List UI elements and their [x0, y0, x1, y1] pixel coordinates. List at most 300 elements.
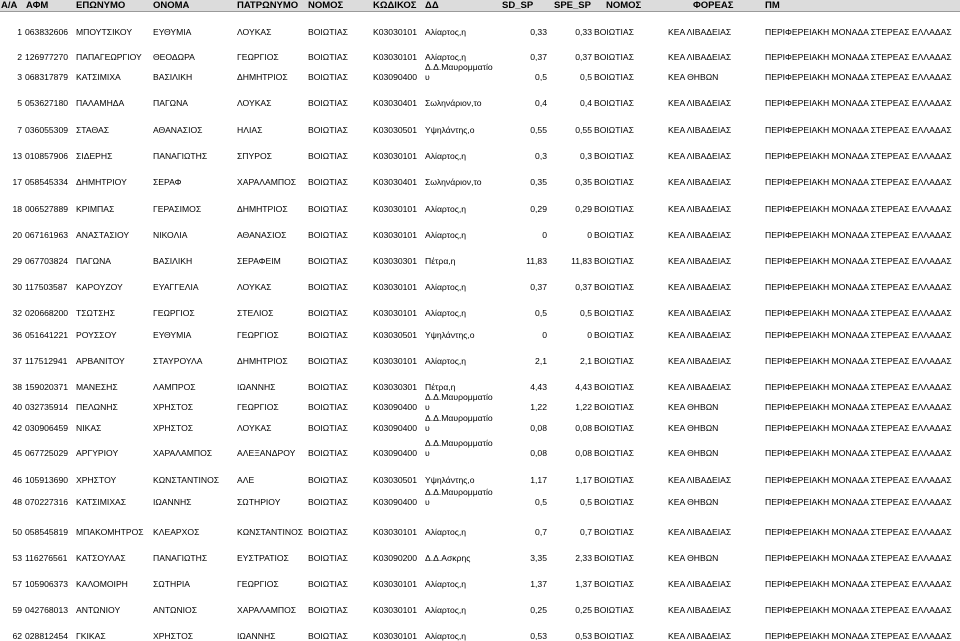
cell-patronymo: ΧΑΡΑΛΑΜΠΟΣ: [237, 605, 297, 615]
cell-nomos: ΒΟΙΩΤΙΑΣ: [308, 579, 348, 589]
cell-kodikos: K03030101: [373, 356, 417, 366]
cell-afm: 116276561: [25, 553, 68, 563]
table-row: [0, 204, 960, 214]
cell-eponymo: ΧΡΗΣΤΟΥ: [76, 475, 117, 485]
cell-onoma: ΕΥΘΥΜΙΑ: [153, 330, 192, 340]
cell-eponymo: ΣΤΑΘΑΣ: [76, 125, 110, 135]
cell-pm: ΠΕΡΙΦΕΡΕΙΑΚΗ ΜΟΝΑΔΑ ΣΤΕΡΕΑΣ ΕΛΛΑΔΑΣ: [765, 151, 952, 161]
cell-foreas: ΚΕΑ ΛΙΒΑΔΕΙΑΣ: [668, 204, 732, 214]
cell-patronymo: ΗΛΙΑΣ: [237, 125, 263, 135]
cell-sd-sp: 0: [542, 330, 547, 340]
cell-afm: 159020371: [25, 382, 69, 392]
cell-nomos2: ΒΟΙΩΤΙΑΣ: [594, 125, 634, 135]
cell-eponymo: ΑΝΤΩΝΙΟΥ: [76, 605, 121, 615]
cell-kodikos: K03030101: [373, 151, 417, 161]
cell-patronymo: ΙΩΑΝΝΗΣ: [237, 382, 276, 392]
cell-spe-sp: 0: [587, 330, 592, 340]
cell-spe-sp: 0,5: [580, 308, 592, 318]
cell-sd-sp: 0,08: [530, 448, 547, 458]
cell-pm: ΠΕΡΙΦΕΡΕΙΑΚΗ ΜΟΝΑΔΑ ΣΤΕΡΕΑΣ ΕΛΛΑΔΑΣ: [765, 204, 952, 214]
header-nomos: ΝΟΜΟΣ: [308, 0, 344, 11]
cell-dd: Δ.Δ.Μαυρομματίο υ: [425, 413, 493, 433]
cell-nomos2: ΒΟΙΩΤΙΑΣ: [594, 475, 634, 485]
cell-foreas: ΚΕΑ ΛΙΒΑΔΕΙΑΣ: [668, 27, 732, 37]
cell-aa: 37: [12, 356, 22, 366]
cell-onoma: ΙΩΑΝΝΗΣ: [153, 497, 192, 507]
cell-dd: Δ.Δ.Μαυρομματίο υ: [425, 62, 493, 82]
table-row: [0, 308, 960, 318]
cell-sd-sp: 0,08: [530, 423, 547, 433]
cell-kodikos: K03030401: [373, 98, 417, 108]
cell-nomos: ΒΟΙΩΤΙΑΣ: [308, 308, 348, 318]
cell-foreas: ΚΕΑ ΛΙΒΑΔΕΙΑΣ: [668, 282, 732, 292]
cell-sd-sp: 0,29: [530, 204, 547, 214]
cell-spe-sp: 0,3: [580, 151, 592, 161]
header-nomos-2: ΝΟΜΟΣ: [606, 0, 642, 11]
header-sd-sp: SD_SP: [502, 0, 534, 11]
cell-afm: 058545334: [25, 177, 69, 187]
header-spe-sp: SPE_SP: [554, 0, 591, 11]
cell-eponymo: ΡΟΥΣΣΟΥ: [76, 330, 117, 340]
cell-onoma: ΧΡΗΣΤΟΣ: [153, 631, 194, 641]
cell-dd: Αλίαρτος,η: [425, 151, 467, 161]
cell-sd-sp: 0,3: [535, 151, 547, 161]
cell-dd: Αλίαρτος,η: [425, 527, 467, 537]
cell-aa: 1: [17, 27, 22, 37]
cell-foreas: ΚΕΑ ΘΗΒΩΝ: [668, 448, 719, 458]
table-row: [0, 605, 960, 615]
cell-foreas: ΚΕΑ ΛΙΒΑΔΕΙΑΣ: [668, 356, 732, 366]
cell-afm: 070227316: [25, 497, 69, 507]
cell-nomos2: ΒΟΙΩΤΙΑΣ: [594, 230, 634, 240]
cell-foreas: ΚΕΑ ΘΗΒΩΝ: [668, 497, 719, 507]
cell-sd-sp: 0,5: [535, 308, 547, 318]
cell-pm: ΠΕΡΙΦΕΡΕΙΑΚΗ ΜΟΝΑΔΑ ΣΤΕΡΕΑΣ ΕΛΛΑΔΑΣ: [765, 72, 952, 82]
cell-afm: 067161963: [25, 230, 69, 240]
cell-nomos2: ΒΟΙΩΤΙΑΣ: [594, 52, 634, 62]
cell-spe-sp: 1,37: [575, 579, 592, 589]
cell-spe-sp: 2,33: [575, 553, 592, 563]
cell-spe-sp: 0,33: [575, 27, 592, 37]
cell-kodikos: K03030101: [373, 230, 417, 240]
cell-nomos: ΒΟΙΩΤΙΑΣ: [308, 282, 348, 292]
cell-patronymo: ΑΛΕ: [237, 475, 255, 485]
cell-patronymo: ΣΠΥΡΟΣ: [237, 151, 272, 161]
cell-foreas: ΚΕΑ ΛΙΒΑΔΕΙΑΣ: [668, 125, 732, 135]
cell-spe-sp: 0,4: [580, 98, 592, 108]
cell-dd: Αλίαρτος,η: [425, 52, 467, 62]
cell-spe-sp: 0,7: [580, 527, 592, 537]
cell-kodikos: K03030101: [373, 308, 417, 318]
cell-onoma: ΚΩΝΣΤΑΝΤΙΝΟΣ: [153, 475, 220, 485]
cell-foreas: ΚΕΑ ΛΙΒΑΔΕΙΑΣ: [668, 52, 732, 62]
cell-afm: 068317879: [25, 72, 69, 82]
cell-nomos2: ΒΟΙΩΤΙΑΣ: [594, 204, 634, 214]
cell-afm: 117503587: [25, 282, 68, 292]
cell-spe-sp: 0,08: [575, 423, 592, 433]
cell-eponymo: ΑΝΑΣΤΑΣΙΟΥ: [76, 230, 130, 240]
cell-kodikos: K03090400: [373, 423, 417, 433]
cell-onoma: ΣΤΑΥΡΟΥΛΑ: [153, 356, 203, 366]
cell-nomos2: ΒΟΙΩΤΙΑΣ: [594, 151, 634, 161]
cell-spe-sp: 1,22: [575, 402, 592, 412]
cell-spe-sp: 0,55: [575, 125, 592, 135]
cell-afm: 006527889: [25, 204, 69, 214]
table-row: [0, 62, 960, 82]
cell-patronymo: ΔΗΜΗΤΡΙΟΣ: [237, 356, 288, 366]
cell-onoma: ΝΙΚΟΛΙΑ: [153, 230, 188, 240]
table-row: [0, 177, 960, 187]
cell-foreas: ΚΕΑ ΛΙΒΑΔΕΙΑΣ: [668, 230, 732, 240]
cell-kodikos: K03090200: [373, 553, 417, 563]
cell-dd: Σωληνάριον,το: [425, 98, 482, 108]
cell-pm: ΠΕΡΙΦΕΡΕΙΑΚΗ ΜΟΝΑΔΑ ΣΤΕΡΕΑΣ ΕΛΛΑΔΑΣ: [765, 177, 952, 187]
cell-pm: ΠΕΡΙΦΕΡΕΙΑΚΗ ΜΟΝΑΔΑ ΣΤΕΡΕΑΣ ΕΛΛΑΔΑΣ: [765, 527, 952, 537]
cell-nomos: ΒΟΙΩΤΙΑΣ: [308, 402, 348, 412]
cell-spe-sp: 11,83: [571, 256, 592, 266]
cell-dd: Δ.Δ.Μαυρομματίο υ: [425, 392, 493, 412]
cell-dd: Αλίαρτος,η: [425, 631, 467, 641]
cell-aa: 29: [12, 256, 22, 266]
cell-foreas: ΚΕΑ ΘΗΒΩΝ: [668, 402, 719, 412]
cell-onoma: ΒΑΣΙΛΙΚΗ: [153, 256, 193, 266]
cell-foreas: ΚΕΑ ΛΙΒΑΔΕΙΑΣ: [668, 308, 732, 318]
cell-nomos: ΒΟΙΩΤΙΑΣ: [308, 356, 348, 366]
cell-sd-sp: 0,53: [530, 631, 547, 641]
cell-sd-sp: 4,43: [530, 382, 547, 392]
cell-nomos2: ΒΟΙΩΤΙΑΣ: [594, 27, 634, 37]
cell-onoma: ΣΩΤΗΡΙΑ: [153, 579, 191, 589]
table-row: [0, 230, 960, 240]
cell-dd: Πέτρα,η: [425, 382, 456, 392]
cell-eponymo: ΑΡΒΑΝΙΤΟΥ: [76, 356, 125, 366]
cell-dd: Υψηλάντης,ο: [425, 125, 475, 135]
cell-onoma: ΣΕΡΑΦ: [153, 177, 182, 187]
cell-onoma: ΠΑΝΑΓΙΩΤΗΣ: [153, 553, 208, 563]
cell-nomos: ΒΟΙΩΤΙΑΣ: [308, 52, 348, 62]
header-afm: ΑΦΜ: [26, 0, 49, 11]
cell-sd-sp: 0,4: [535, 98, 547, 108]
cell-onoma: ΠΑΝΑΓΙΩΤΗΣ: [153, 151, 208, 161]
cell-afm: 020668200: [25, 308, 69, 318]
cell-nomos: ΒΟΙΩΤΙΑΣ: [308, 423, 348, 433]
cell-aa: 62: [12, 631, 22, 641]
cell-spe-sp: 2,1: [580, 356, 592, 366]
cell-patronymo: ΛΟΥΚΑΣ: [237, 282, 272, 292]
table-row: [0, 553, 960, 563]
cell-onoma: ΕΥΑΓΓΕΛΙΑ: [153, 282, 199, 292]
cell-eponymo: ΜΠΟΥΤΣΙΚΟΥ: [76, 27, 133, 37]
cell-sd-sp: 3,35: [530, 553, 547, 563]
cell-pm: ΠΕΡΙΦΕΡΕΙΑΚΗ ΜΟΝΑΔΑ ΣΤΕΡΕΑΣ ΕΛΛΑΔΑΣ: [765, 230, 952, 240]
cell-eponymo: ΠΑΠΑΓΕΩΡΓΙΟΥ: [76, 52, 142, 62]
cell-aa: 2: [17, 52, 22, 62]
cell-nomos2: ΒΟΙΩΤΙΑΣ: [594, 308, 634, 318]
cell-nomos: ΒΟΙΩΤΙΑΣ: [308, 527, 348, 537]
cell-spe-sp: 1,17: [575, 475, 592, 485]
cell-dd: Αλίαρτος,η: [425, 230, 467, 240]
cell-kodikos: K03030301: [373, 382, 417, 392]
cell-aa: 53: [12, 553, 22, 563]
cell-nomos: ΒΟΙΩΤΙΑΣ: [308, 230, 348, 240]
cell-patronymo: ΧΑΡΑΛΑΜΠΟΣ: [237, 177, 297, 187]
cell-nomos2: ΒΟΙΩΤΙΑΣ: [594, 553, 634, 563]
cell-aa: 59: [12, 605, 22, 615]
cell-patronymo: ΔΗΜΗΤΡΙΟΣ: [237, 72, 288, 82]
cell-dd: Αλίαρτος,η: [425, 204, 467, 214]
cell-afm: 117512941: [25, 356, 68, 366]
cell-aa: 32: [12, 308, 22, 318]
cell-aa: 13: [12, 151, 22, 161]
cell-dd: Αλίαρτος,η: [425, 579, 467, 589]
cell-sd-sp: 0,5: [535, 497, 547, 507]
cell-onoma: ΑΘΑΝΑΣΙΟΣ: [153, 125, 203, 135]
cell-spe-sp: 0: [587, 230, 592, 240]
cell-aa: 17: [12, 177, 22, 187]
table-row: [0, 527, 960, 537]
cell-kodikos: K03030101: [373, 579, 417, 589]
cell-nomos: ΒΟΙΩΤΙΑΣ: [308, 256, 348, 266]
cell-nomos2: ΒΟΙΩΤΙΑΣ: [594, 282, 634, 292]
cell-pm: ΠΕΡΙΦΕΡΕΙΑΚΗ ΜΟΝΑΔΑ ΣΤΕΡΕΑΣ ΕΛΛΑΔΑΣ: [765, 356, 952, 366]
cell-spe-sp: 0,25: [575, 605, 592, 615]
cell-nomos: ΒΟΙΩΤΙΑΣ: [308, 330, 348, 340]
cell-foreas: ΚΕΑ ΘΗΒΩΝ: [668, 72, 719, 82]
table-row: [0, 330, 960, 340]
cell-pm: ΠΕΡΙΦΕΡΕΙΑΚΗ ΜΟΝΑΔΑ ΣΤΕΡΕΑΣ ΕΛΛΑΔΑΣ: [765, 308, 952, 318]
cell-kodikos: K03090400: [373, 448, 417, 458]
cell-foreas: ΚΕΑ ΛΙΒΑΔΕΙΑΣ: [668, 256, 732, 266]
table-row: [0, 413, 960, 433]
cell-sd-sp: 0,37: [530, 282, 547, 292]
cell-pm: ΠΕΡΙΦΕΡΕΙΑΚΗ ΜΟΝΑΔΑ ΣΤΕΡΕΑΣ ΕΛΛΑΔΑΣ: [765, 125, 952, 135]
cell-pm: ΠΕΡΙΦΕΡΕΙΑΚΗ ΜΟΝΑΔΑ ΣΤΕΡΕΑΣ ΕΛΛΑΔΑΣ: [765, 402, 952, 412]
cell-foreas: ΚΕΑ ΛΙΒΑΔΕΙΑΣ: [668, 475, 732, 485]
cell-eponymo: ΜΠΑΚΟΜΗΤΡΟΣ: [76, 527, 144, 537]
header-kodikos: ΚΩΔΙΚΟΣ: [373, 0, 417, 11]
cell-onoma: ΧΑΡΑΛΑΜΠΟΣ: [153, 448, 213, 458]
table-row: [0, 392, 960, 412]
cell-nomos: ΒΟΙΩΤΙΑΣ: [308, 98, 348, 108]
cell-nomos2: ΒΟΙΩΤΙΑΣ: [594, 527, 634, 537]
cell-spe-sp: 0,5: [580, 497, 592, 507]
cell-kodikos: K03030101: [373, 204, 417, 214]
cell-pm: ΠΕΡΙΦΕΡΕΙΑΚΗ ΜΟΝΑΔΑ ΣΤΕΡΕΑΣ ΕΛΛΑΔΑΣ: [765, 27, 952, 37]
cell-sd-sp: 0,37: [530, 52, 547, 62]
cell-aa: 42: [12, 423, 22, 433]
cell-foreas: ΚΕΑ ΛΙΒΑΔΕΙΑΣ: [668, 177, 732, 187]
cell-nomos: ΒΟΙΩΤΙΑΣ: [308, 497, 348, 507]
cell-patronymo: ΓΕΩΡΓΙΟΣ: [237, 330, 279, 340]
cell-dd: Αλίαρτος,η: [425, 356, 467, 366]
cell-nomos2: ΒΟΙΩΤΙΑΣ: [594, 98, 634, 108]
cell-foreas: ΚΕΑ ΛΙΒΑΔΕΙΑΣ: [668, 330, 732, 340]
cell-eponymo: ΚΡΙΜΠΑΣ: [76, 204, 115, 214]
table-header: [0, 0, 960, 12]
cell-nomos: ΒΟΙΩΤΙΑΣ: [308, 448, 348, 458]
cell-foreas: ΚΕΑ ΛΙΒΑΔΕΙΑΣ: [668, 605, 732, 615]
cell-foreas: ΚΕΑ ΛΙΒΑΔΕΙΑΣ: [668, 382, 732, 392]
cell-nomos2: ΒΟΙΩΤΙΑΣ: [594, 448, 634, 458]
cell-afm: 030906459: [25, 423, 69, 433]
cell-eponymo: ΜΑΝΕΣΗΣ: [76, 382, 118, 392]
cell-nomos2: ΒΟΙΩΤΙΑΣ: [594, 382, 634, 392]
header-onoma: ΟΝΟΜΑ: [153, 0, 190, 11]
table-row: [0, 256, 960, 266]
cell-sd-sp: 0,33: [530, 27, 547, 37]
cell-eponymo: ΑΡΓΥΡΙΟΥ: [76, 448, 119, 458]
cell-foreas: ΚΕΑ ΛΙΒΑΔΕΙΑΣ: [668, 527, 732, 537]
table-row: [0, 579, 960, 589]
cell-afm: 028812454: [25, 631, 69, 641]
cell-pm: ΠΕΡΙΦΕΡΕΙΑΚΗ ΜΟΝΑΔΑ ΣΤΕΡΕΑΣ ΕΛΛΑΔΑΣ: [765, 382, 952, 392]
cell-patronymo: ΣΕΡΑΦΕΙΜ: [237, 256, 281, 266]
cell-eponymo: ΚΑΤΣΟΥΛΑΣ: [76, 553, 126, 563]
cell-dd: Δ.Δ.Μαυρομματίο υ: [425, 487, 493, 507]
table-row: [0, 356, 960, 366]
table-row: [0, 151, 960, 161]
cell-kodikos: K03030101: [373, 631, 417, 641]
header-pm: ΠΜ: [765, 0, 780, 11]
cell-sd-sp: 0,25: [530, 605, 547, 615]
cell-aa: 7: [17, 125, 22, 135]
cell-onoma: ΑΝΤΩΝΙΟΣ: [153, 605, 198, 615]
cell-aa: 20: [12, 230, 22, 240]
cell-spe-sp: 0,37: [575, 52, 592, 62]
cell-sd-sp: 1,37: [530, 579, 547, 589]
table-row: [0, 125, 960, 135]
cell-afm: 063832606: [25, 27, 69, 37]
cell-kodikos: K03030501: [373, 125, 417, 135]
cell-onoma: ΓΕΡΑΣΙΜΟΣ: [153, 204, 202, 214]
cell-kodikos: K03030101: [373, 527, 417, 537]
cell-dd: Υψηλάντης,ο: [425, 330, 475, 340]
cell-pm: ΠΕΡΙΦΕΡΕΙΑΚΗ ΜΟΝΑΔΑ ΣΤΕΡΕΑΣ ΕΛΛΑΔΑΣ: [765, 423, 952, 433]
cell-afm: 053627180: [25, 98, 69, 108]
cell-foreas: ΚΕΑ ΘΗΒΩΝ: [668, 553, 719, 563]
cell-patronymo: ΑΘΑΝΑΣΙΟΣ: [237, 230, 287, 240]
cell-eponymo: ΔΗΜΗΤΡΙΟΥ: [76, 177, 127, 187]
cell-nomos: ΒΟΙΩΤΙΑΣ: [308, 27, 348, 37]
cell-nomos2: ΒΟΙΩΤΙΑΣ: [594, 605, 634, 615]
cell-sd-sp: 0: [542, 230, 547, 240]
cell-aa: 57: [12, 579, 22, 589]
cell-dd: Αλίαρτος,η: [425, 605, 467, 615]
cell-kodikos: K03030101: [373, 27, 417, 37]
cell-spe-sp: 0,37: [575, 282, 592, 292]
cell-dd: Δ.Δ.Ασκρης: [425, 553, 471, 563]
cell-sd-sp: 0,35: [530, 177, 547, 187]
cell-aa: 46: [12, 475, 22, 485]
cell-nomos2: ΒΟΙΩΤΙΑΣ: [594, 423, 634, 433]
cell-nomos2: ΒΟΙΩΤΙΑΣ: [594, 402, 634, 412]
cell-foreas: ΚΕΑ ΛΙΒΑΔΕΙΑΣ: [668, 151, 732, 161]
cell-eponymo: ΚΑΤΣΙΜΙΧΑΣ: [76, 497, 127, 507]
cell-onoma: ΕΥΘΥΜΙΑ: [153, 27, 192, 37]
cell-spe-sp: 0,29: [575, 204, 592, 214]
header-eponymo: ΕΠΩΝΥΜΟ: [76, 0, 126, 11]
cell-kodikos: K03030101: [373, 52, 417, 62]
table-row: [0, 631, 960, 641]
cell-patronymo: ΛΟΥΚΑΣ: [237, 423, 272, 433]
cell-afm: 010857906: [25, 151, 69, 161]
cell-patronymo: ΔΗΜΗΤΡΙΟΣ: [237, 204, 288, 214]
cell-aa: 18: [12, 204, 22, 214]
cell-kodikos: K03030401: [373, 177, 417, 187]
cell-eponymo: ΠΑΛΑΜΗΔΑ: [76, 98, 125, 108]
cell-kodikos: K03030301: [373, 256, 417, 266]
cell-pm: ΠΕΡΙΦΕΡΕΙΑΚΗ ΜΟΝΑΔΑ ΣΤΕΡΕΑΣ ΕΛΛΑΔΑΣ: [765, 330, 952, 340]
cell-onoma: ΧΡΗΣΤΟΣ: [153, 402, 194, 412]
cell-onoma: ΘΕΟΔΩΡΑ: [153, 52, 195, 62]
cell-kodikos: K03030101: [373, 605, 417, 615]
cell-spe-sp: 0,5: [580, 72, 592, 82]
cell-afm: 058545819: [25, 527, 69, 537]
cell-spe-sp: 0,08: [575, 448, 592, 458]
cell-onoma: ΠΑΓΩΝΑ: [153, 98, 189, 108]
cell-sd-sp: 0,7: [535, 527, 547, 537]
cell-eponymo: ΠΕΛΩΝΗΣ: [76, 402, 118, 412]
cell-nomos: ΒΟΙΩΤΙΑΣ: [308, 605, 348, 615]
cell-dd: Υψηλάντης,ο: [425, 475, 475, 485]
cell-afm: 051641221: [25, 330, 69, 340]
cell-aa: 3: [17, 72, 22, 82]
cell-patronymo: ΣΤΕΛΙΟΣ: [237, 308, 274, 318]
cell-pm: ΠΕΡΙΦΕΡΕΙΑΚΗ ΜΟΝΑΔΑ ΣΤΕΡΕΑΣ ΕΛΛΑΔΑΣ: [765, 475, 952, 485]
cell-nomos: ΒΟΙΩΤΙΑΣ: [308, 151, 348, 161]
cell-nomos2: ΒΟΙΩΤΙΑΣ: [594, 579, 634, 589]
cell-nomos: ΒΟΙΩΤΙΑΣ: [308, 204, 348, 214]
cell-kodikos: K03030501: [373, 475, 417, 485]
cell-aa: 38: [12, 382, 22, 392]
cell-eponymo: ΠΑΓΩΝΑ: [76, 256, 112, 266]
cell-nomos2: ΒΟΙΩΤΙΑΣ: [594, 631, 634, 641]
cell-dd: Αλίαρτος,η: [425, 27, 467, 37]
cell-nomos: ΒΟΙΩΤΙΑΣ: [308, 72, 348, 82]
cell-nomos: ΒΟΙΩΤΙΑΣ: [308, 553, 348, 563]
header-aa: Α/Α: [1, 0, 18, 11]
cell-pm: ΠΕΡΙΦΕΡΕΙΑΚΗ ΜΟΝΑΔΑ ΣΤΕΡΕΑΣ ΕΛΛΑΔΑΣ: [765, 631, 952, 641]
cell-spe-sp: 0,35: [575, 177, 592, 187]
cell-pm: ΠΕΡΙΦΕΡΕΙΑΚΗ ΜΟΝΑΔΑ ΣΤΕΡΕΑΣ ΕΛΛΑΔΑΣ: [765, 98, 952, 108]
cell-onoma: ΚΛΕΑΡΧΟΣ: [153, 527, 200, 537]
cell-patronymo: ΛΟΥΚΑΣ: [237, 98, 272, 108]
cell-kodikos: K03090400: [373, 402, 417, 412]
cell-patronymo: ΓΕΩΡΓΙΟΣ: [237, 52, 279, 62]
cell-afm: 032735914: [25, 402, 69, 412]
cell-eponymo: ΚΑΛΟΜΟΙΡΗ: [76, 579, 128, 589]
cell-afm: 105913690: [25, 475, 69, 485]
cell-dd: Σωληνάριον,το: [425, 177, 482, 187]
cell-afm: 067703824: [25, 256, 69, 266]
cell-aa: 5: [17, 98, 22, 108]
cell-nomos: ΒΟΙΩΤΙΑΣ: [308, 382, 348, 392]
cell-nomos: ΒΟΙΩΤΙΑΣ: [308, 631, 348, 641]
cell-patronymo: ΙΩΑΝΝΗΣ: [237, 631, 276, 641]
cell-nomos2: ΒΟΙΩΤΙΑΣ: [594, 72, 634, 82]
cell-eponymo: ΣΙΔΕΡΗΣ: [76, 151, 113, 161]
cell-nomos2: ΒΟΙΩΤΙΑΣ: [594, 177, 634, 187]
cell-pm: ΠΕΡΙΦΕΡΕΙΑΚΗ ΜΟΝΑΔΑ ΣΤΕΡΕΑΣ ΕΛΛΑΔΑΣ: [765, 256, 952, 266]
table-row: [0, 98, 960, 108]
cell-sd-sp: 1,22: [530, 402, 547, 412]
cell-nomos: ΒΟΙΩΤΙΑΣ: [308, 177, 348, 187]
cell-sd-sp: 0,5: [535, 72, 547, 82]
cell-spe-sp: 0,53: [575, 631, 592, 641]
cell-patronymo: ΕΥΣΤΡΑΤΙΟΣ: [237, 553, 289, 563]
table-row: [0, 438, 960, 458]
cell-foreas: ΚΕΑ ΛΙΒΑΔΕΙΑΣ: [668, 98, 732, 108]
